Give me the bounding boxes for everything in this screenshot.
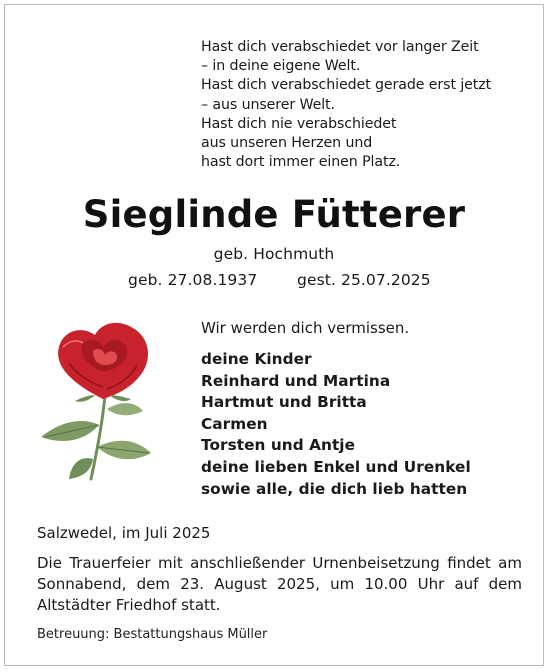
poem	[201, 38, 491, 172]
red-rose-icon	[33, 317, 183, 492]
poem-line: Hast dich verabschiedet vor langer Zeit	[201, 39, 479, 55]
poem-line: – aus unserer Welt.	[201, 96, 335, 113]
poem-line: aus unseren Herzen und	[201, 135, 373, 152]
mourner: deine lieben Enkel und Urenkel	[201, 457, 471, 476]
birth-name: geb. Hochmuth	[213, 245, 335, 263]
poem-line: Hast dich verabschiedet gerade erst jetzt	[201, 77, 492, 94]
mourner: deine Kinder	[201, 350, 312, 368]
mourner: Carmen	[201, 414, 268, 433]
death-date: gest. 25.07.2025	[297, 271, 431, 289]
poem-line: Hast dich nie verabschiedet	[201, 115, 397, 132]
place-date: Salzwedel, im Juli 2025	[37, 524, 211, 542]
funeral-home: Betreuung: Bestattungshaus Müller	[37, 627, 268, 642]
farewell-message: Wir werden dich vermissen.	[201, 319, 410, 337]
birth-date: geb. 27.08.1937	[128, 271, 258, 289]
mourner: sowie alle, die dich lieb hatten	[201, 479, 468, 498]
funeral-notice: Die Trauerfeier mit anschließender Urnenbeisetzung findet am Sonnabend, dem 23. August 2025, um 10.00 Uhr auf dem Altstädter Friedhof statt.	[37, 554, 522, 614]
deceased-name: Sieglinde Fütterer	[82, 193, 466, 236]
obituary-frame	[4, 4, 544, 666]
mourner: Hartmut und Britta	[201, 393, 367, 412]
poem-line: hast dort immer einen Platz.	[201, 154, 401, 171]
poem-line: – in deine eigene Welt.	[201, 58, 361, 75]
mourner: Reinhard und Martina	[201, 371, 391, 390]
mourners-list	[201, 349, 471, 500]
mourner: Torsten und Antje	[201, 436, 356, 455]
